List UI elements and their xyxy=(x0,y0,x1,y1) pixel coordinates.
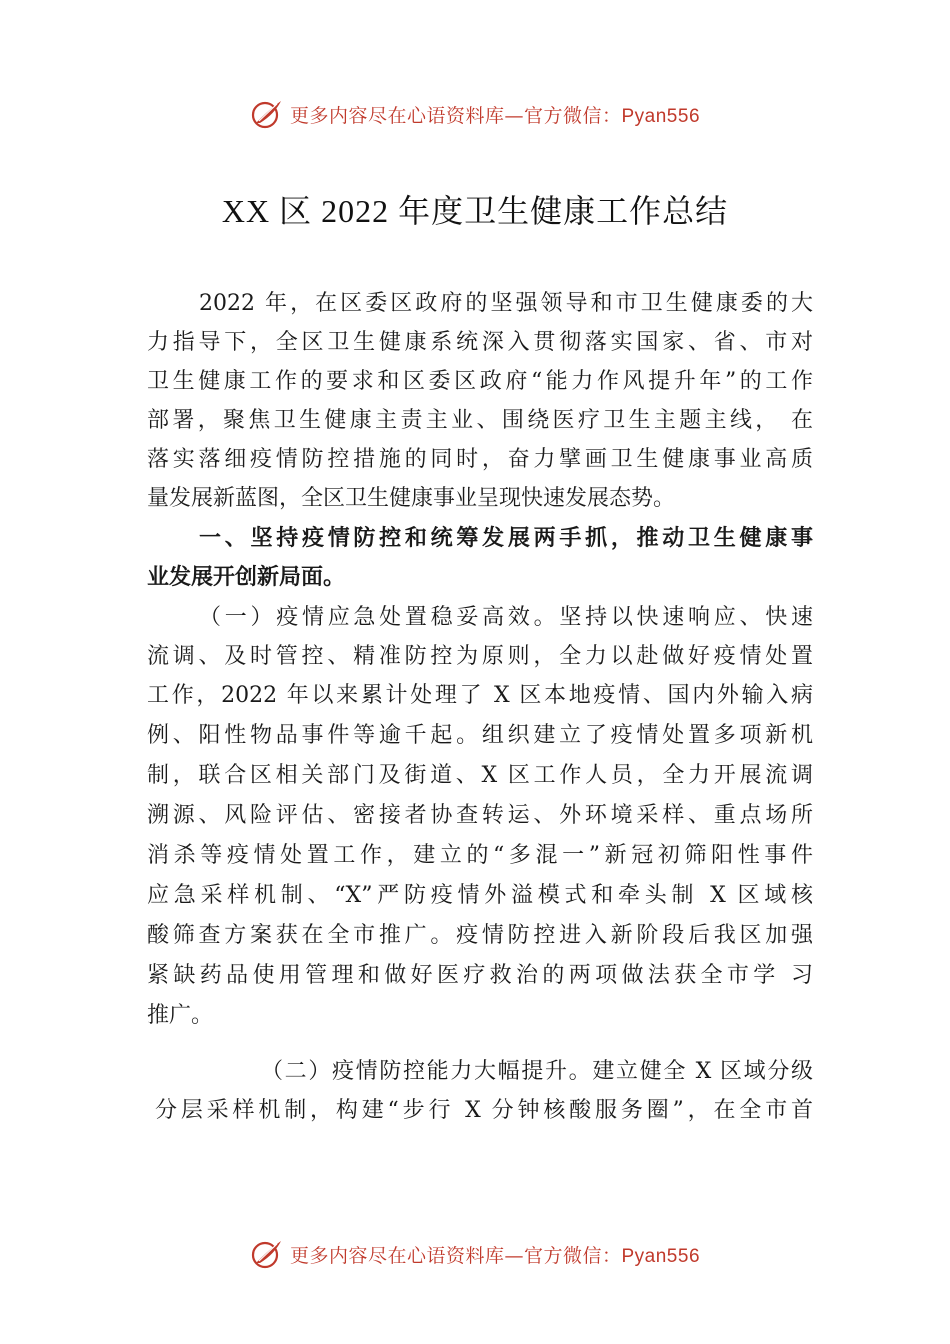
paragraph-line: 酸筛查方案获在全市推广。疫情防控进入新阶段后我区加强 xyxy=(147,923,813,948)
quill-leaf-logo-icon xyxy=(250,1237,284,1271)
wechat-id: Pyan556 xyxy=(621,1245,701,1267)
watermark-text: 更多内容尽在心语资料库—官方微信：Pyan556 xyxy=(289,104,701,127)
wechat-id: Pyan556 xyxy=(621,105,701,127)
paragraph-line: 落实落细疫情防控措施的同时，奋力擘画卫生健康事业高质 xyxy=(147,447,813,472)
paragraph-line: 力指导下，全区卫生健康系统深入贯彻落实国家、省、市对 xyxy=(147,330,813,355)
paragraph-line: 量发展新蓝图，全区卫生健康事业呈现快速发展态势。 xyxy=(147,486,676,511)
paragraph-line: （二）疫情防控能力大幅提升。建立健全 X 区域分级 xyxy=(261,1059,813,1084)
paragraph-line: 制，联合区相关部门及街道、X 区工作人员，全力开展流调 xyxy=(147,763,813,788)
document-title: XX 区 2022 年度卫生健康工作总结 xyxy=(221,193,729,229)
section-heading: 业发展开创新局面。 xyxy=(147,565,346,590)
watermark-banner-top xyxy=(0,94,950,134)
paragraph-line: 例、阳性物品事件等逾千起。组织建立了疫情处置多项新机 xyxy=(147,723,813,748)
paragraph-line: 紧缺药品使用管理和做好医疗救治的两项做法获全市学 习 xyxy=(147,963,813,988)
paragraph-line: 卫生健康工作的要求和区委区政府“能力作风提升年”的工作 xyxy=(147,369,813,394)
paragraph-line: 工作，2022 年以来累计处理了 X 区本地疫情、国内外输入病 xyxy=(147,683,813,708)
paragraph-line: 流调、及时管控、精准防控为原则，全力以赴做好疫情处置 xyxy=(147,644,813,669)
watermark-text: 更多内容尽在心语资料库—官方微信：Pyan556 xyxy=(289,1244,701,1267)
quill-leaf-logo-icon xyxy=(250,97,284,131)
paragraph-line: 推广。 xyxy=(147,1003,214,1028)
paragraph-line: 消杀等疫情处置工作，建立的“多混一”新冠初筛阳性事件 xyxy=(147,843,813,868)
paragraph-line: 分层采样机制，构建“步行 X 分钟核酸服务圈”，在全市首 xyxy=(155,1098,813,1123)
paragraph-line: 部署，聚焦卫生健康主责主业、围绕医疗卫生主题主线， 在 xyxy=(147,408,813,433)
paragraph-line: 溯源、风险评估、密接者协查转运、外环境采样、重点场所 xyxy=(147,803,813,828)
watermark-banner-bottom xyxy=(0,1234,950,1274)
paragraph-line: 2022 年，在区委区政府的坚强领导和市卫生健康委的大 xyxy=(199,291,813,316)
paragraph-line: 应急采样机制、“X”严防疫情外溢模式和牵头制 X 区域核 xyxy=(147,883,813,908)
section-heading: 一、坚持疫情防控和统筹发展两手抓，推动卫生健康事 xyxy=(199,526,813,551)
paragraph-line: （一）疫情应急处置稳妥高效。坚持以快速响应、快速 xyxy=(199,605,813,630)
